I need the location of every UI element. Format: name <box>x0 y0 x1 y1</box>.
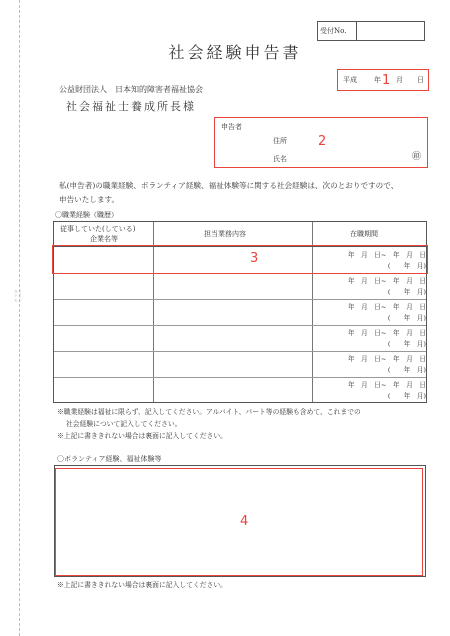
perforation-line <box>19 0 20 636</box>
org-name: 公益財団法人 日本知的障害者福祉協会 <box>59 85 203 94</box>
col-header-company-1: 従事していた(している) <box>60 225 136 233</box>
intro-line-2: 申告いたします。 <box>59 195 120 204</box>
note-1-line-1: ※職業経験は福祉に限らず、記入してください。アルバイト、パート等の経験も含めて、これまでの <box>57 408 361 416</box>
addressee: 社会福祉士養成所長様 <box>66 100 196 113</box>
date-month: 月 <box>396 76 403 84</box>
note-1-line-2: 社会経験について記入してください。 <box>66 420 182 428</box>
page-title: 社会経験申告書 <box>168 43 302 62</box>
work-section-heading: 〇職業経験（職歴） <box>55 211 118 219</box>
col-header-duties: 担当業務内容 <box>204 230 246 238</box>
period-to-6: ( 年 月) <box>387 392 426 400</box>
period-from-4: 年 月 日~ 年 月 日 <box>347 329 426 337</box>
applicant-heading: 申告者 <box>221 123 242 131</box>
period-from-2: 年 月 日~ 年 月 日 <box>347 277 426 285</box>
callout-4: 4 <box>240 514 249 529</box>
period-to-1: ( 年 月) <box>387 262 426 270</box>
volunteer-box-highlight[interactable] <box>55 468 423 576</box>
date-day: 日 <box>417 76 424 84</box>
period-from-3: 年 月 日~ 年 月 日 <box>347 303 426 311</box>
period-to-5: ( 年 月) <box>387 366 426 374</box>
date-era: 平成 <box>343 76 357 84</box>
name-label: 氏名 <box>273 155 287 163</box>
intro-line-1: 私(申告者)の職業経験、ボランティア経験、福祉体験等に関する社会経験は、次のとおりですので、 <box>59 181 399 190</box>
receipt-label: 受付No. <box>320 27 347 35</box>
note-2: ※上記に書ききれない場合は裏面に記入してください。 <box>57 432 227 440</box>
callout-1: 1 <box>382 73 391 88</box>
seal-icon: ㊞ <box>412 152 422 162</box>
period-from-1: 年 月 日~ 年 月 日 <box>347 251 426 259</box>
address-label: 住所 <box>273 137 287 145</box>
receipt-number-box <box>317 21 425 41</box>
volunteer-section-heading: 〇ボランティア経験、福祉体験等 <box>57 455 162 463</box>
period-from-6: 年 月 日~ 年 月 日 <box>347 381 426 389</box>
cut-line-label: キリトリセン <box>14 289 22 303</box>
period-to-3: ( 年 月) <box>387 314 426 322</box>
period-from-5: 年 月 日~ 年 月 日 <box>347 355 426 363</box>
period-to-4: ( 年 月) <box>387 340 426 348</box>
callout-2: 2 <box>318 134 327 149</box>
col-header-period: 在職期間 <box>350 230 378 238</box>
period-to-2: ( 年 月) <box>387 288 426 296</box>
callout-3: 3 <box>250 251 259 266</box>
footer-note: ※上記に書ききれない場合は裏面に記入してください。 <box>57 581 227 589</box>
work-row-1-highlight[interactable] <box>52 245 428 274</box>
date-year: 年 <box>374 76 381 84</box>
col-header-company-2: 企業名等 <box>90 235 118 243</box>
